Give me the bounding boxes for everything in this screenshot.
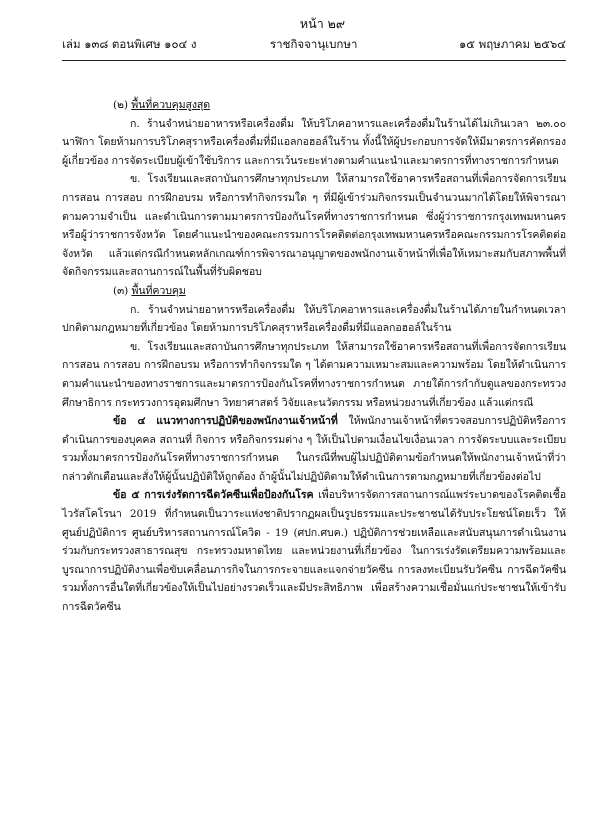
clause-4-text: ให้พนักงานเจ้าหน้าที่ตรวจสอบการปฏิบัติหรือการดำเนินการของบุคคล สถานที่ กิจการ หรือกิจกรรมต่าง ๆ ให้เป็นไปตามเงื่อนไขเงื่อนเวลา การจัดระบบและระเบียบ รวมทั้งมาตรการป้องกันโรคที่ทางราชการกำหนด ในกรณีที่พบผู้ไม่ปฏิบัติตามข้อกำหนดให้พนักงานเจ้าหน้าที่ว่ากล่าวตักเตือนและสั่งให้ผู้นั้นปฏิบัติให้ถูกต้อง ถ้าผู้นั้นไม่ปฏิบัติตามให้ดำเนินการตามกฎหมายที่เกี่ยวข้องต่อไป bbox=[62, 415, 566, 483]
document-body bbox=[62, 96, 566, 617]
gazette-name: ราชกิจจานุเบกษา bbox=[270, 37, 358, 51]
clause-4 bbox=[62, 412, 566, 486]
volume-issue: เล่ม ๑๓๘ ตอนพิเศษ ๑๐๔ ง bbox=[62, 37, 197, 51]
clause-5-title: การเร่งรัดการฉีดวัคซีนเพื่อป้องกันโรค bbox=[144, 489, 314, 502]
clause-5-text: เพื่อบริหารจัดการสถานการณ์แพร่ระบาดของโรคติดเชื้อไวรัสโคโรนา 2019 ที่กำหนดเป็นวาระแห่งชาติปรากฏผลเป็นรูปธรรมและประชาชนได้รับประโยชน์โดยเร็ว ให้ศูนย์ปฏิบัติการ ศูนย์บริหารสถานการณ์โควิด - 19 (ศปก.ศบค.) ปฏิบัติการช่วยเหลือและสนับสนุนการดำเนินงานร่วมกับกระทรวงสาธารณสุข กระทรวงมหาดไทย และหน่วยงานที่เกี่ยวข้อง ในการเร่งรัดเตรียมความพร้อมและบูรณาการปฏิบัติงานเพื่อขับเคลื่อนภารกิจในการกระจายและแจกจ่ายวัคซีน การลงทะเบียนรับวัคซีน การฉีดวัคซีน รวมทั้งการอื่นใดที่เกี่ยวข้องให้เป็นไปอย่างรวดเร็วและมีประสิทธิภาพ เพื่อสร้างความเชื่อมั่นแก่ประชาชนให้เข้ารับการฉีดวัคซีน bbox=[62, 489, 566, 614]
clause-4-title: แนวทางการปฏิบัติของพนักงานเจ้าหน้าที่ bbox=[156, 415, 338, 428]
clause-5 bbox=[62, 486, 566, 616]
section-3-number: (๓) bbox=[113, 284, 129, 297]
section-3-item-a: ก. ร้านจำหน่ายอาหารหรือเครื่องดื่ม ให้บริโภคอาหารและเครื่องดื่มในร้านได้ภายในกำหนดเวลาปกติตามกฎหมายที่เกี่ยวข้อง โดยห้ามการบริโภคสุราหรือเครื่องดื่มที่มีแอลกอฮอล์ในร้าน bbox=[62, 303, 566, 335]
page-number: หน้า ๒๙ bbox=[299, 16, 346, 31]
section-2-heading bbox=[62, 96, 566, 115]
section-3-item-b: ข. โรงเรียนและสถาบันการศึกษาทุกประเภท ให้สามารถใช้อาคารหรือสถานที่เพื่อการจัดการเรียนการสอน การสอบ การฝึกอบรม หรือการทำกิจกรรมใด ๆ ได้ตามความเหมาะสมและความพร้อม โดยให้ดำเนินการตามคำแนะนำของทางราชการและมาตรการป้องกันโรคที่ทางราชการกำหนด ภายใต้การกำกับดูแลของกระทรวงศึกษาธิการ กระทรวงการอุดมศึกษา วิทยาศาสตร์ วิจัยและนวัตกรรม หรือหน่วยงานที่เกี่ยวข้อง แล้วแต่กรณี bbox=[62, 340, 566, 409]
section-3-title: พื้นที่ควบคุม bbox=[131, 284, 186, 297]
header-divider bbox=[62, 60, 566, 61]
publication-date: ๑๕ พฤษภาคม ๒๕๖๔ bbox=[458, 37, 566, 51]
section-2-item-b: ข. โรงเรียนและสถาบันการศึกษาทุกประเภท ให้สามารถใช้อาคารหรือสถานที่เพื่อการจัดการเรียนการสอน การสอบ การฝึกอบรม หรือการทำกิจกรรมใด ๆ ที่มีผู้เข้าร่วมกิจกรรมเป็นจำนวนมากได้โดยให้พิจารณาตามความจำเป็น และดำเนินการตามมาตรการป้องกันโรคที่ทางราชการกำหนด ซึ่งผู้ว่าราชการกรุงเทพมหานครหรือผู้ว่าราชการจังหวัด โดยคำแนะนำของคณะกรรมการโรคติดต่อกรุงเทพมหานครหรือคณะกรรมการโรคติดต่อจังหวัด แล้วแต่กรณีกำหนดหลักเกณฑ์การพิจารณาอนุญาตของพนักงานเจ้าหน้าที่เพื่อให้เหมาะสมกับสภาพพื้นที่จัดกิจกรรมและสถานการณ์ในพื้นที่รับผิดชอบ bbox=[62, 173, 566, 279]
section-2-title: พื้นที่ควบคุมสูงสุด bbox=[131, 99, 211, 111]
section-2-number: (๒) bbox=[113, 99, 128, 111]
section-3-heading bbox=[62, 282, 566, 301]
gazette-header bbox=[62, 36, 566, 56]
section-2-item-a: ก. ร้านจำหน่ายอาหารหรือเครื่องดื่ม ให้บริโภคอาหารและเครื่องดื่มในร้านได้ไม่เกินเวลา ๒๓.๐๐ นาฬิกา โดยห้ามการบริโภคสุราหรือเครื่องดื่มที่มีแอลกอฮอล์ในร้าน ทั้งนี้ให้ผู้ประกอบการจัดให้มีมาตรการคัดกรองผู้เกี่ยวข้อง การจัดระเบียบผู้เข้าใช้บริการ และการเว้นระยะห่างตามคำแนะนำและมาตรการที่ทางราชการกำหนด bbox=[62, 117, 566, 167]
clause-4-label: ข้อ ๔ bbox=[113, 415, 146, 428]
clause-5-label: ข้อ ๕ bbox=[113, 489, 140, 502]
